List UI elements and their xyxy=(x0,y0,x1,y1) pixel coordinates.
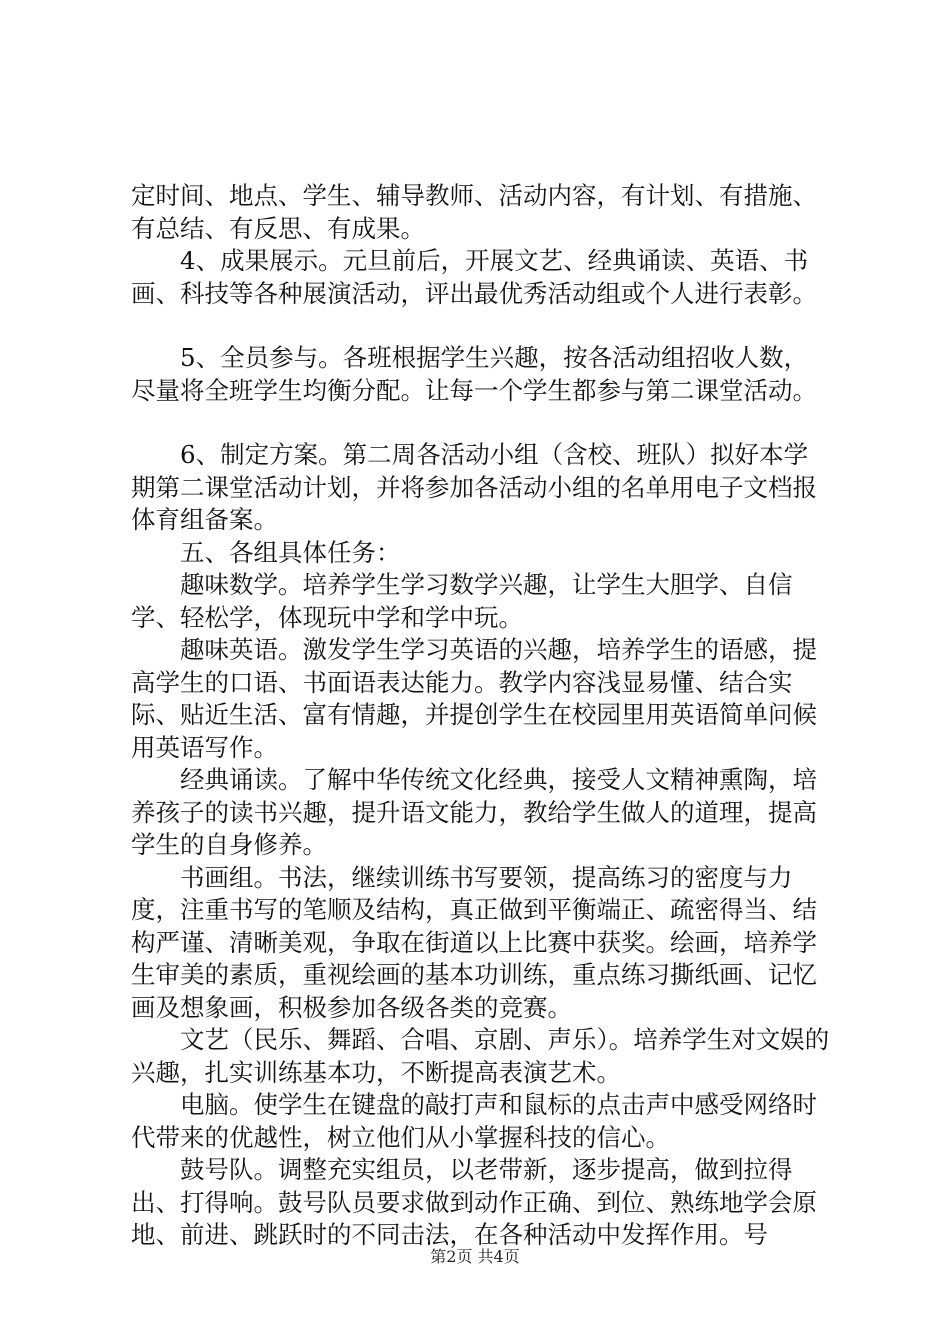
page-number-footer: 第2页 共4页 xyxy=(430,1247,520,1266)
section-heading-5: 五、各组具体任务： xyxy=(180,537,401,567)
paragraph-math: 趣味数学。培养学生学习数学兴趣，让学生大胆学、自信学、轻松学，体现玩中学和学中玩。 xyxy=(131,570,793,632)
paragraph-item-6: 6、制定方案。第二周各活动小组（含校、班队）拟好本学期第二课堂活动计划，并将参加各活动小组的名单用电子文档报体育组备案。 xyxy=(131,440,817,534)
document-body xyxy=(131,180,831,1252)
paragraph-drum-band: 鼓号队。调整充实组员，以老带新，逐步提高，做到拉得出、打得响。鼓号队员要求做到动作正确、到位、熟练地学会原地、前进、跳跃时的不同击法，在各种活动中发挥作用。号 xyxy=(131,1155,817,1249)
paragraph-item-4: 4、成果展示。元旦前后，开展文艺、经典诵读、英语、书画、科技等各种展演活动，评出最优秀活动组或个人进行表彰。 xyxy=(131,246,817,308)
paragraph-arts: 文艺（民乐、舞蹈、合唱、京剧、声乐）。培养学生对文娱的兴趣，扎实训练基本功，不断提高表演艺术。 xyxy=(131,1025,830,1087)
spacer xyxy=(131,407,831,439)
paragraph-computer: 电脑。使学生在键盘的敲打声和鼠标的点击声中感受网络时代带来的优越性，树立他们从小掌握科技的信心。 xyxy=(131,1090,817,1152)
paragraph-continuation: 定时间、地点、学生、辅导教师、活动内容，有计划、有措施、有总结、有反思、有成果。 xyxy=(131,181,817,243)
paragraph-classics: 经典诵读。了解中华传统文化经典，接受人文精神熏陶，培养孩子的读书兴趣，提升语文能力，教给学生做人的道理，提高学生的自身修养。 xyxy=(131,765,817,859)
spacer xyxy=(131,310,831,342)
paragraph-item-5: 5、全员参与。各班根据学生兴趣，按各活动组招收人数，尽量将全班学生均衡分配。让每一个学生都参与第二课堂活动。 xyxy=(131,343,817,405)
paragraph-english: 趣味英语。激发学生学习英语的兴趣，培养学生的语感，提高学生的口语、书面语表达能力。教学内容浅显易懂、结合实际、贴近生活、富有情趣，并提创学生在校园里用英语简单问候用英语写作。 xyxy=(131,635,817,762)
paragraph-calligraphy: 书画组。书法，继续训练书写要领，提高练习的密度与力度，注重书写的笔顺及结构，真正做到平衡端正、疏密得当、结构严谨、清晰美观，争取在街道以上比赛中获奖。绘画，培养学生审美的素质，重视绘画的基本功训练，重点练习撕纸画、记忆画及想象画，积极参加各级各类的竞赛。 xyxy=(131,862,817,1022)
